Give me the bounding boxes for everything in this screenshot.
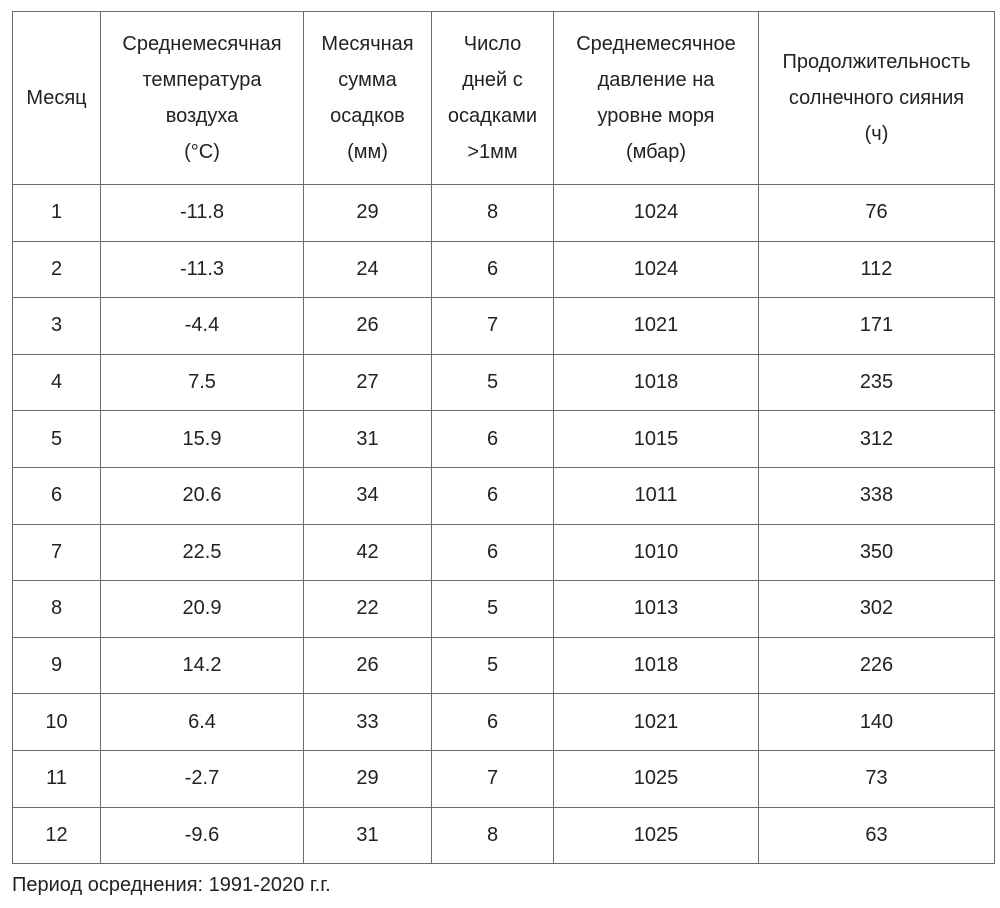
cell-month: 3 bbox=[13, 298, 101, 355]
table-row bbox=[13, 411, 995, 468]
cell-rain-days: 6 bbox=[432, 241, 554, 298]
cell-temperature: -11.3 bbox=[101, 241, 304, 298]
cell-sunshine: 235 bbox=[759, 354, 995, 411]
cell-temperature: -11.8 bbox=[101, 185, 304, 242]
cell-rain-days: 6 bbox=[432, 694, 554, 751]
header-sunshine-duration: Продолжительность солнечного сияния (ч) bbox=[759, 12, 995, 185]
cell-temperature: 7.5 bbox=[101, 354, 304, 411]
table-header bbox=[13, 12, 995, 185]
cell-sunshine: 112 bbox=[759, 241, 995, 298]
cell-month: 7 bbox=[13, 524, 101, 581]
cell-month: 2 bbox=[13, 241, 101, 298]
cell-precipitation: 29 bbox=[304, 750, 432, 807]
table-row bbox=[13, 524, 995, 581]
cell-precipitation: 26 bbox=[304, 298, 432, 355]
cell-precipitation: 31 bbox=[304, 807, 432, 864]
cell-month: 11 bbox=[13, 750, 101, 807]
cell-pressure: 1021 bbox=[554, 298, 759, 355]
cell-sunshine: 312 bbox=[759, 411, 995, 468]
cell-pressure: 1021 bbox=[554, 694, 759, 751]
cell-rain-days: 6 bbox=[432, 467, 554, 524]
cell-sunshine: 350 bbox=[759, 524, 995, 581]
climate-table bbox=[12, 11, 995, 864]
cell-precipitation: 42 bbox=[304, 524, 432, 581]
cell-temperature: -4.4 bbox=[101, 298, 304, 355]
cell-pressure: 1025 bbox=[554, 750, 759, 807]
cell-sunshine: 226 bbox=[759, 637, 995, 694]
cell-month: 4 bbox=[13, 354, 101, 411]
cell-sunshine: 302 bbox=[759, 581, 995, 638]
cell-month: 1 bbox=[13, 185, 101, 242]
cell-rain-days: 7 bbox=[432, 298, 554, 355]
cell-pressure: 1025 bbox=[554, 807, 759, 864]
cell-rain-days: 7 bbox=[432, 750, 554, 807]
cell-temperature: 20.9 bbox=[101, 581, 304, 638]
cell-pressure: 1011 bbox=[554, 467, 759, 524]
cell-temperature: 20.6 bbox=[101, 467, 304, 524]
climate-table-container bbox=[12, 11, 994, 864]
cell-rain-days: 8 bbox=[432, 185, 554, 242]
cell-rain-days: 5 bbox=[432, 637, 554, 694]
cell-temperature: -2.7 bbox=[101, 750, 304, 807]
header-precipitation-days: Число дней с осадками >1мм bbox=[432, 12, 554, 185]
cell-precipitation: 27 bbox=[304, 354, 432, 411]
cell-temperature: 14.2 bbox=[101, 637, 304, 694]
cell-sunshine: 73 bbox=[759, 750, 995, 807]
cell-pressure: 1010 bbox=[554, 524, 759, 581]
table-row bbox=[13, 694, 995, 751]
averaging-period-note: Период осреднения: 1991-2020 г.г. bbox=[12, 874, 331, 896]
cell-month: 10 bbox=[13, 694, 101, 751]
cell-pressure: 1024 bbox=[554, 241, 759, 298]
cell-precipitation: 26 bbox=[304, 637, 432, 694]
cell-sunshine: 338 bbox=[759, 467, 995, 524]
cell-pressure: 1015 bbox=[554, 411, 759, 468]
cell-rain-days: 6 bbox=[432, 524, 554, 581]
table-row bbox=[13, 298, 995, 355]
header-avg-temperature: Среднемесячная температура воздуха (°C) bbox=[101, 12, 304, 185]
cell-pressure: 1018 bbox=[554, 637, 759, 694]
cell-rain-days: 8 bbox=[432, 807, 554, 864]
header-row bbox=[13, 12, 995, 185]
cell-precipitation: 22 bbox=[304, 581, 432, 638]
table-row bbox=[13, 581, 995, 638]
table-row bbox=[13, 241, 995, 298]
table-row bbox=[13, 637, 995, 694]
table-row bbox=[13, 807, 995, 864]
cell-sunshine: 76 bbox=[759, 185, 995, 242]
cell-rain-days: 5 bbox=[432, 581, 554, 638]
cell-rain-days: 6 bbox=[432, 411, 554, 468]
table-row bbox=[13, 467, 995, 524]
cell-temperature: 22.5 bbox=[101, 524, 304, 581]
cell-temperature: -9.6 bbox=[101, 807, 304, 864]
table-row bbox=[13, 354, 995, 411]
header-sea-level-pressure: Среднемесячное давление на уровне моря (мбар) bbox=[554, 12, 759, 185]
cell-pressure: 1018 bbox=[554, 354, 759, 411]
cell-month: 9 bbox=[13, 637, 101, 694]
cell-temperature: 6.4 bbox=[101, 694, 304, 751]
header-precipitation-sum: Месячная сумма осадков (мм) bbox=[304, 12, 432, 185]
cell-pressure: 1013 bbox=[554, 581, 759, 638]
cell-month: 8 bbox=[13, 581, 101, 638]
cell-month: 5 bbox=[13, 411, 101, 468]
cell-sunshine: 140 bbox=[759, 694, 995, 751]
cell-month: 12 bbox=[13, 807, 101, 864]
cell-temperature: 15.9 bbox=[101, 411, 304, 468]
cell-pressure: 1024 bbox=[554, 185, 759, 242]
cell-precipitation: 29 bbox=[304, 185, 432, 242]
table-body bbox=[13, 185, 995, 864]
cell-precipitation: 24 bbox=[304, 241, 432, 298]
cell-month: 6 bbox=[13, 467, 101, 524]
header-month: Месяц bbox=[13, 12, 101, 185]
table-row bbox=[13, 185, 995, 242]
cell-precipitation: 31 bbox=[304, 411, 432, 468]
cell-sunshine: 171 bbox=[759, 298, 995, 355]
cell-sunshine: 63 bbox=[759, 807, 995, 864]
cell-rain-days: 5 bbox=[432, 354, 554, 411]
cell-precipitation: 34 bbox=[304, 467, 432, 524]
cell-precipitation: 33 bbox=[304, 694, 432, 751]
table-row bbox=[13, 750, 995, 807]
